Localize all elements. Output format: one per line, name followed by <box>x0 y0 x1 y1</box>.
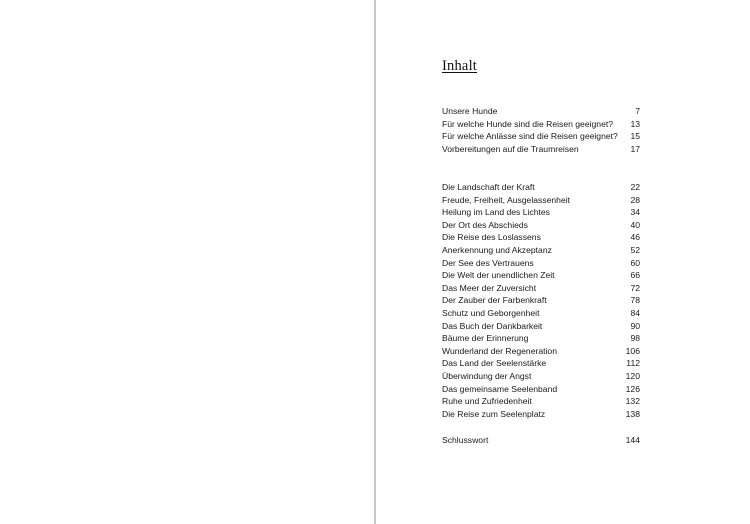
toc-entry-page: 60 <box>630 257 640 268</box>
toc-entry <box>442 181 640 194</box>
toc-entry-page: 144 <box>625 435 640 445</box>
toc-entry <box>442 118 640 131</box>
toc-entry-page: 13 <box>630 118 640 129</box>
toc-entry-page: 22 <box>630 182 640 192</box>
toc-entry-title: Für welche Anlässe sind die Reisen geeignet? <box>442 131 618 142</box>
toc-entry <box>442 257 640 270</box>
toc-group-journeys <box>442 181 640 420</box>
toc-entry <box>442 307 640 320</box>
toc-entry-title: Schlusswort <box>442 435 489 445</box>
toc-group-closing <box>442 434 640 447</box>
toc-entry-page: 52 <box>630 244 640 255</box>
toc-entry <box>442 219 640 232</box>
toc-entry-title: Wunderland der Regeneration <box>442 345 557 356</box>
toc-entry <box>442 130 640 143</box>
toc-entry-page: 34 <box>630 207 640 218</box>
toc-entry <box>442 357 640 370</box>
toc-entry-title: Ruhe und Zufriedenheit <box>442 396 532 407</box>
toc-entry-page: 90 <box>630 320 640 331</box>
toc-heading: Inhalt <box>442 58 478 74</box>
toc-entry <box>442 244 640 257</box>
toc-entry-title: Die Reise des Loslassens <box>442 232 541 243</box>
toc-entry <box>442 143 640 156</box>
toc-entry-page: 132 <box>625 396 640 407</box>
toc-entry <box>442 105 640 118</box>
toc-entry <box>442 434 640 447</box>
toc-entry-page: 40 <box>630 219 640 230</box>
toc-entry-title: Das Meer der Zuversicht <box>442 282 537 293</box>
toc-entry-page: 72 <box>630 282 640 293</box>
left-page <box>0 0 374 524</box>
toc-entry-page: 126 <box>625 383 640 394</box>
toc-entry-page: 84 <box>630 307 640 318</box>
toc-entry <box>442 320 640 333</box>
toc-entry-title: Freude, Freiheit, Ausgelassenheit <box>442 194 571 205</box>
toc-entry <box>442 206 640 219</box>
toc-entry-page: 46 <box>630 232 640 243</box>
toc-entry-title: Das Land der Seelenstärke <box>442 358 547 369</box>
right-page <box>376 0 750 524</box>
toc-entry-title: Bäume der Erinnerung <box>442 333 529 344</box>
toc-entry-page: 98 <box>630 333 640 344</box>
toc-entry-title: Für welche Hunde sind die Reisen geeignet? <box>442 118 614 129</box>
toc-entry-title: Die Welt der unendlichen Zeit <box>442 270 555 281</box>
toc-entry-title: Der See des Vertrauens <box>442 257 534 268</box>
toc-entry-title: Das Buch der Dankbarkeit <box>442 320 543 331</box>
toc-entry-page: 17 <box>630 143 640 154</box>
toc-group-intro <box>442 105 640 155</box>
toc-entry-title: Überwindung der Angst <box>442 370 532 381</box>
toc-entry <box>442 395 640 408</box>
toc-entry-title: Die Reise zum Seelenplatz <box>442 408 546 419</box>
toc-entry-page: 28 <box>630 194 640 205</box>
toc-entry-page: 78 <box>630 295 640 306</box>
toc-entry-page: 15 <box>630 131 640 142</box>
toc-entry-title: Der Ort des Abschieds <box>442 219 528 230</box>
toc-entry-title: Die Landschaft der Kraft <box>442 182 535 192</box>
toc-entry-title: Vorbereitungen auf die Traumreisen <box>442 143 579 154</box>
toc-entry-page: 120 <box>625 370 640 381</box>
toc-entry-page: 66 <box>630 270 640 281</box>
toc-entry-page: 106 <box>625 345 640 356</box>
toc-entry <box>442 231 640 244</box>
toc-entry <box>442 294 640 307</box>
toc-entry <box>442 370 640 383</box>
toc-entry <box>442 345 640 358</box>
toc-entry-title: Anerkennung und Akzeptanz <box>442 244 552 255</box>
toc-entry <box>442 408 640 421</box>
toc-entry-page: 112 <box>626 358 640 369</box>
toc-entry-title: Heilung im Land des Lichtes <box>442 207 550 218</box>
toc-entry <box>442 332 640 345</box>
toc-entry <box>442 269 640 282</box>
toc-entry-page: 138 <box>625 408 640 419</box>
toc-entry-title: Unsere Hunde <box>442 106 498 116</box>
toc-entry-page: 7 <box>635 106 640 116</box>
toc-entry <box>442 194 640 207</box>
toc-entry-title: Das gemeinsame Seelenband <box>442 383 558 394</box>
toc-entry <box>442 282 640 295</box>
toc-entry <box>442 383 640 396</box>
toc-entry-title: Schutz und Geborgenheit <box>442 307 540 318</box>
toc-entry-title: Der Zauber der Farbenkraft <box>442 295 547 306</box>
